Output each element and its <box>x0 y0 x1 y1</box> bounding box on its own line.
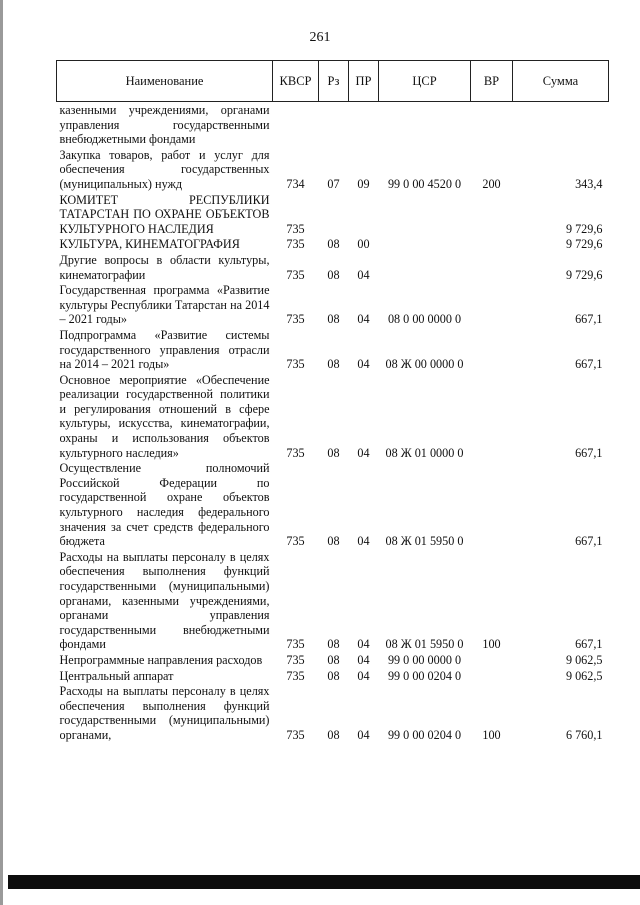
row-rz <box>319 192 349 237</box>
row-rz: 07 <box>327 176 340 191</box>
scan-left-edge <box>0 0 3 905</box>
page-number: 261 <box>309 30 331 45</box>
row-name: Осуществление полномочий Российской Федерации по государственной охране объектов культурного наследия федерального значения за счет средств федерального бюджета <box>59 461 270 549</box>
row-kvsr: 735 <box>286 237 305 252</box>
row-csr: 99 0 00 0204 0 <box>387 668 462 683</box>
row-name: Расходы на выплаты персоналу в целях обеспечения выполнения функций государственными (муниципальными) органами, <box>59 684 270 742</box>
row-rz: 08 <box>327 357 340 372</box>
row-kvsr: 735 <box>286 668 305 683</box>
row-csr: 08 Ж 01 0000 0 <box>385 445 464 460</box>
row-pr: 04 <box>357 267 370 282</box>
row-vr <box>471 102 513 147</box>
row-sum: 9 729,6 <box>565 267 603 282</box>
row-name: Закупка товаров, работ и услуг для обеспечения государственных (муниципальных) нужд <box>59 147 270 191</box>
row-csr <box>379 252 471 282</box>
row-pr: 04 <box>357 357 370 372</box>
row-pr: 04 <box>357 668 370 683</box>
row-sum: 667,1 <box>575 445 603 460</box>
table-row <box>57 327 609 372</box>
header-csr: ЦСР <box>379 61 471 102</box>
row-pr: 04 <box>357 445 370 460</box>
row-kvsr: 735 <box>286 445 305 460</box>
row-name: казенными учреждениями, органами управления государственными внебюджетными фондами <box>59 103 270 147</box>
table-header-row <box>57 61 609 102</box>
table-row <box>57 683 609 742</box>
row-rz <box>319 102 349 147</box>
row-sum: 9 729,6 <box>565 221 603 236</box>
row-vr <box>471 652 513 668</box>
row-csr: 08 Ж 00 0000 0 <box>385 357 464 372</box>
row-sum: 667,1 <box>575 357 603 372</box>
table-row <box>57 652 609 668</box>
row-vr <box>471 282 513 327</box>
row-rz: 08 <box>327 727 340 742</box>
row-name: Центральный аппарат <box>59 668 174 683</box>
table-row <box>57 282 609 327</box>
row-csr: 99 0 00 4520 0 <box>387 176 462 191</box>
row-pr: 09 <box>357 176 370 191</box>
row-pr: 04 <box>357 637 370 652</box>
row-rz: 08 <box>327 668 340 683</box>
row-kvsr: 734 <box>286 176 305 191</box>
row-kvsr <box>273 102 319 147</box>
header-pr: ПР <box>349 61 379 102</box>
row-csr: 08 Ж 01 5950 0 <box>385 534 464 549</box>
row-rz: 08 <box>327 534 340 549</box>
header-name: Наименование <box>57 61 273 102</box>
row-vr <box>471 460 513 549</box>
row-kvsr: 735 <box>286 221 305 236</box>
table-row <box>57 549 609 652</box>
row-sum: 343,4 <box>575 176 603 191</box>
row-pr <box>349 192 379 237</box>
table-row <box>57 252 609 282</box>
row-sum: 9 062,5 <box>565 652 603 667</box>
header-vr: ВР <box>471 61 513 102</box>
row-rz: 08 <box>327 312 340 327</box>
row-kvsr: 735 <box>286 727 305 742</box>
row-vr: 100 <box>482 637 501 652</box>
row-rz: 08 <box>327 267 340 282</box>
row-name: Основное мероприятие «Обеспечение реализации государственной политики и регулирования отношений в сфере культуры, искусства, кинематографии, охраны и использования объектов культурного наследия» <box>59 372 270 460</box>
row-vr <box>471 327 513 372</box>
row-rz: 08 <box>327 445 340 460</box>
row-vr <box>471 372 513 461</box>
row-csr: 99 0 00 0204 0 <box>387 727 462 742</box>
header-kvsr: КВСР <box>273 61 319 102</box>
row-csr <box>379 236 471 252</box>
row-vr <box>471 252 513 282</box>
scan-bottom-bar <box>8 875 640 889</box>
row-name: Расходы на выплаты персоналу в целях обеспечения выполнения функций государственными (муниципальными) органами, казенными учреждениями, органами управления государственными внебюджетными фондами <box>59 549 270 652</box>
row-name: КОМИТЕТ РЕСПУБЛИКИ ТАТАРСТАН ПО ОХРАНЕ ОБЪЕКТОВ КУЛЬТУРНОГО НАСЛЕДИЯ <box>59 192 270 236</box>
row-csr <box>379 192 471 237</box>
row-kvsr: 735 <box>286 637 305 652</box>
row-sum: 9 062,5 <box>565 668 603 683</box>
header-rz: Рз <box>319 61 349 102</box>
row-kvsr: 735 <box>286 357 305 372</box>
table-row <box>57 236 609 252</box>
row-vr <box>471 236 513 252</box>
row-vr: 200 <box>482 176 501 191</box>
row-pr: 04 <box>357 652 370 667</box>
row-sum: 667,1 <box>575 312 603 327</box>
row-sum: 9 729,6 <box>565 237 603 252</box>
row-csr: 08 Ж 01 5950 0 <box>385 637 464 652</box>
row-kvsr: 735 <box>286 652 305 667</box>
table-row <box>57 460 609 549</box>
row-vr <box>471 668 513 684</box>
row-name: КУЛЬТУРА, КИНЕМАТОГРАФИЯ <box>59 237 240 252</box>
row-pr <box>349 102 379 147</box>
row-name: Другие вопросы в области культуры, кинематографии <box>59 252 270 282</box>
row-kvsr: 735 <box>286 312 305 327</box>
row-csr: 08 0 00 0000 0 <box>387 312 462 327</box>
row-sum <box>513 102 609 147</box>
row-rz: 08 <box>327 637 340 652</box>
row-pr: 04 <box>357 312 370 327</box>
row-sum: 667,1 <box>575 534 603 549</box>
row-kvsr: 735 <box>286 267 305 282</box>
table-row <box>57 668 609 684</box>
row-csr <box>379 102 471 147</box>
row-rz: 08 <box>327 237 340 252</box>
row-kvsr: 735 <box>286 534 305 549</box>
header-sum: Сумма <box>513 61 609 102</box>
row-name: Непрограммные направления расходов <box>59 652 263 667</box>
table-row <box>57 102 609 147</box>
table-row <box>57 147 609 192</box>
row-vr <box>471 192 513 237</box>
row-vr: 100 <box>482 727 501 742</box>
row-rz: 08 <box>327 652 340 667</box>
table-row <box>57 372 609 461</box>
row-pr: 04 <box>357 534 370 549</box>
row-csr: 99 0 00 0000 0 <box>387 652 462 667</box>
row-sum: 6 760,1 <box>565 727 603 742</box>
row-pr: 00 <box>357 237 370 252</box>
budget-table <box>56 60 609 743</box>
row-pr: 04 <box>357 727 370 742</box>
table-row <box>57 192 609 237</box>
row-name: Государственная программа «Развитие культуры Республики Татарстан на 2014 – 2021 годы» <box>59 283 270 327</box>
row-sum: 667,1 <box>575 637 603 652</box>
row-name: Подпрограмма «Развитие системы государственного управления отрасли на 2014 – 2021 годы» <box>59 327 270 372</box>
